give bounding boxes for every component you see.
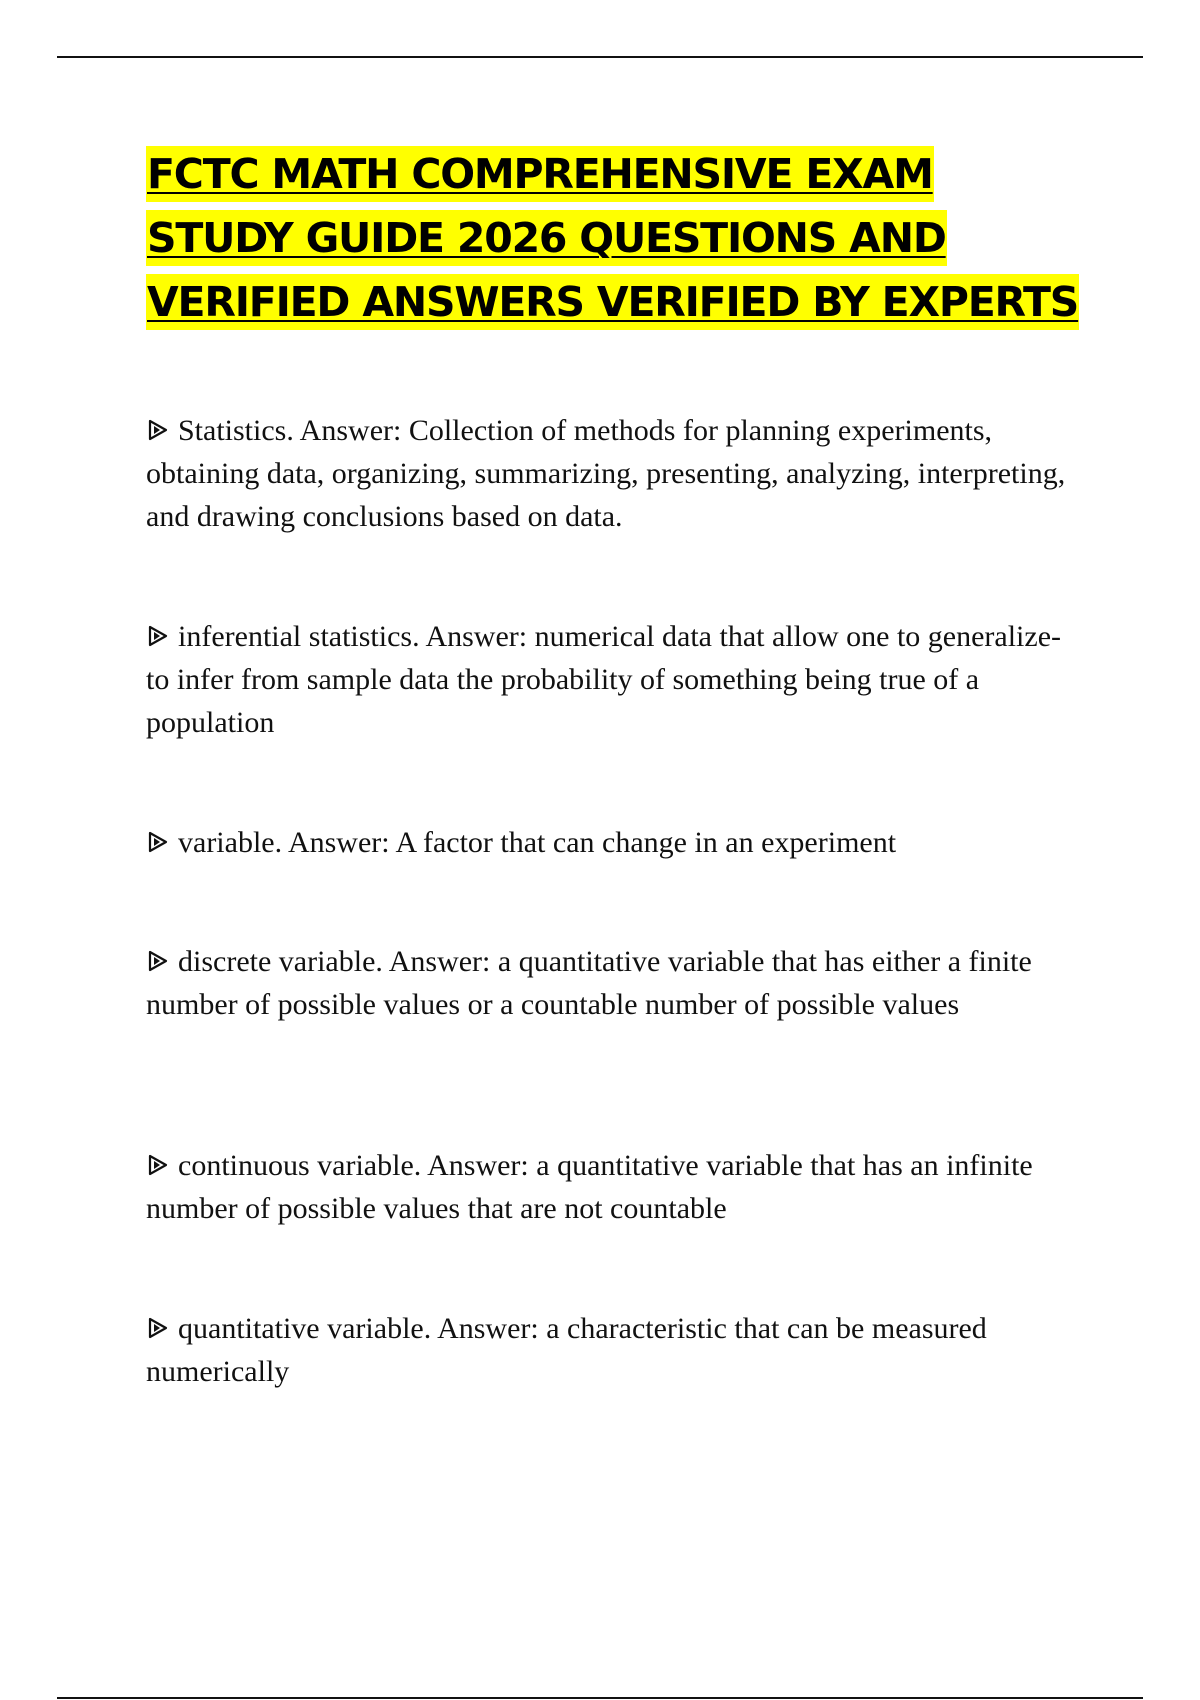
qa-item (146, 1307, 1086, 1393)
triangle-arrow-icon (146, 1316, 172, 1340)
triangle-arrow-icon (146, 949, 172, 973)
qa-item-text: variable. Answer: A factor that can change in an experiment (178, 826, 897, 859)
qa-item-text: inferential statistics. Answer: numerical data that allow one to generalize- to infer from sample data the probability of something being true of a population (146, 620, 1062, 739)
title-line-1 (146, 146, 1146, 210)
qa-item (146, 940, 1086, 1026)
qa-item-text: Statistics. Answer: Collection of methods for planning experiments, obtaining data, organizing, summarizing, presenting, analyzing, interpreting, and drawing conclusions based on data. (146, 414, 1066, 533)
qa-item (146, 821, 1086, 864)
qa-item (146, 1144, 1086, 1230)
qa-item-text: continuous variable. Answer: a quantitative variable that has an infinite number of possible values that are not countable (146, 1149, 1033, 1225)
bottom-rule (57, 1697, 1143, 1699)
qa-item-text: quantitative variable. Answer: a characteristic that can be measured numerically (146, 1312, 987, 1388)
triangle-arrow-icon (146, 830, 172, 854)
title-line-3 (146, 274, 1146, 338)
triangle-arrow-icon (146, 624, 172, 648)
qa-item (146, 409, 1086, 538)
title-line-2 (146, 210, 1146, 274)
qa-item (146, 615, 1086, 744)
triangle-arrow-icon (146, 1153, 172, 1177)
title-line-3-text: VERIFIED ANSWERS VERIFIED BY EXPERTS (146, 274, 1079, 330)
qa-item-text: discrete variable. Answer: a quantitative variable that has either a finite number of possible values or a countable number of possible values (146, 945, 1032, 1021)
title-line-2-text: STUDY GUIDE 2026 QUESTIONS AND (146, 210, 947, 266)
document-title (146, 146, 1146, 338)
top-rule (57, 56, 1143, 58)
title-line-1-text: FCTC MATH COMPREHENSIVE EXAM (146, 146, 934, 202)
triangle-arrow-icon (146, 418, 172, 442)
